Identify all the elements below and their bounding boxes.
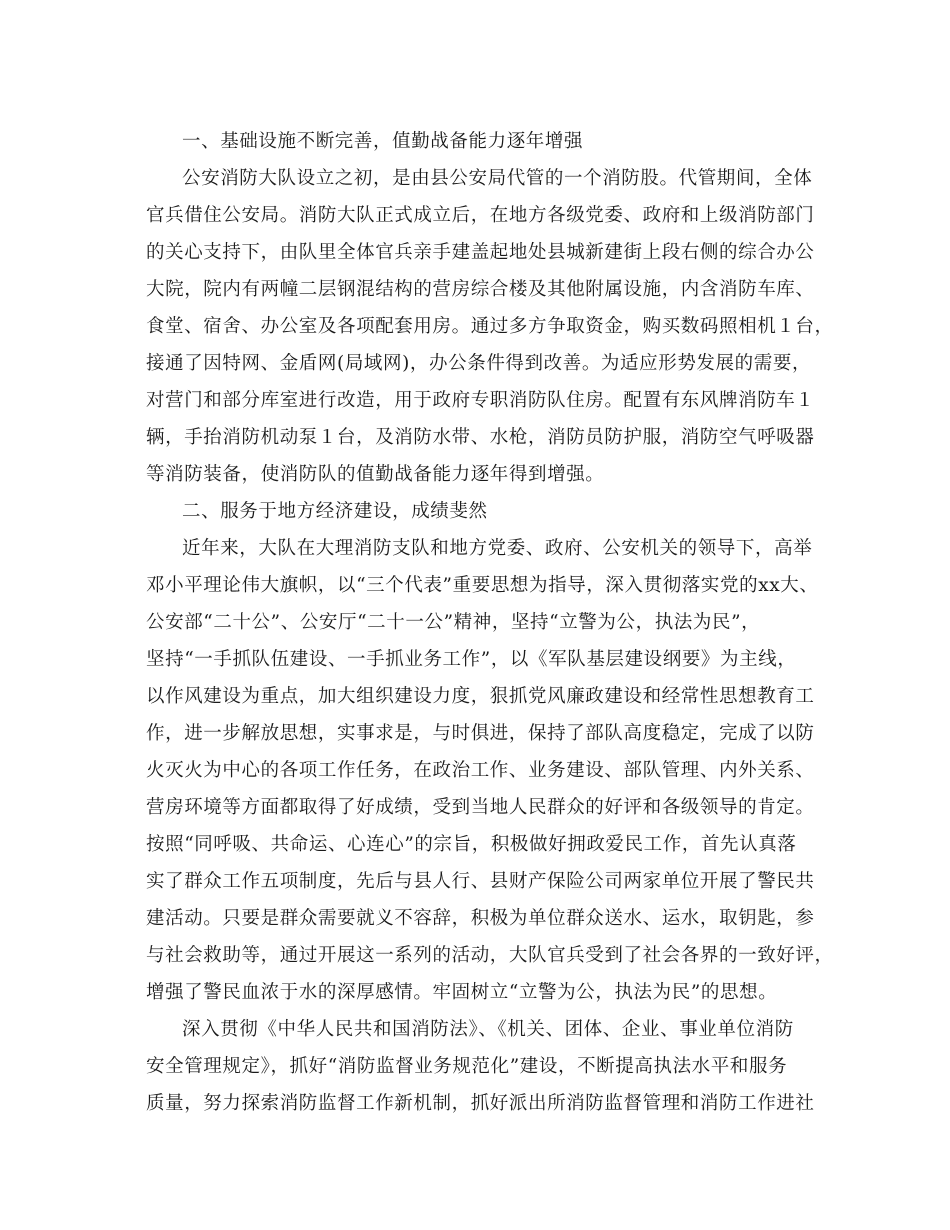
paragraph-line: 近年来，大队在大理消防支队和地方党委、政府、公安机关的领导下，高举 [182,538,813,559]
section-heading-1: 一、基础设施不断完善，值勤战备能力逐年增强 [182,131,584,152]
paragraph-line: 坚持“一手抓队伍建设、一手抓业务工作”，以《军队基层建设纲要》为主线， [146,649,797,670]
paragraph-line: 食堂、宿舍、办公室及各项配套用房。通过多方争取资金，购买数码照相机１台， [146,316,834,337]
paragraph-line: 实了群众工作五项制度，先后与县人行、县财产保险公司两家单位开展了警民共 [146,871,815,892]
paragraph-line: 接通了因特网、金盾网(局域网)，办公条件得到改善。为适应形势发展的需要， [146,353,812,374]
paragraph-line: 火灭火为中心的各项工作任务，在政治工作、业务建设、部队管理、内外关系、 [146,760,815,781]
paragraph-line: 邓小平理论伟大旗帜，以“三个代表”重要思想为指导，深入贯彻落实党的xx大、 [146,575,819,596]
paragraph-line: 辆，手抬消防机动泵１台，及消防水带、水枪，消防员防护服，消防空气呼吸器 [146,427,815,448]
paragraph-line: 等消防装备，使消防队的值勤战备能力逐年得到增强。 [146,464,605,485]
paragraph-line: 建活动。只要是群众需要就义不容辞，积极为单位群众送水、运水，取钥匙，参 [146,908,815,929]
paragraph-line: 质量，努力探索消防监督工作新机制，抓好派出所消防监督管理和消防工作进社 [146,1093,815,1114]
paragraph-line: 大院，院内有两幢二层钢混结构的营房综合楼及其他附属设施，内含消防车库、 [146,279,815,300]
paragraph-line: 公安消防大队设立之初，是由县公安局代管的一个消防股。代管期间，全体 [182,168,813,189]
paragraph-line: 增强了警民血浓于水的深厚感情。牢固树立“立警为公，执法为民”的思想。 [146,982,778,1003]
paragraph-line: 深入贯彻《中华人民共和国消防法》、《机关、团体、企业、事业单位消防 [182,1019,794,1040]
paragraph-line: 安全管理规定》，抓好“消防监督业务规范化”建设，不断提高执法水平和服务 [146,1056,788,1077]
paragraph-line: 对营门和部分库室进行改造，用于政府专职消防队住房。配置有东风牌消防车１ [146,390,815,411]
paragraph-line: 营房环境等方面都取得了好成绩，受到当地人民群众的好评和各级领导的肯定。 [146,797,815,818]
paragraph-line: 官兵借住公安局。消防大队正式成立后，在地方各级党委、政府和上级消防部门 [146,205,815,226]
paragraph-line: 的关心支持下，由队里全体官兵亲手建盖起地处县城新建街上段右侧的综合办公 [146,242,815,263]
paragraph-line: 与社会救助等，通过开展这一系列的活动，大队官兵受到了社会各界的一致好评， [146,945,834,966]
paragraph-line: 按照“同呼吸、共命运、心连心”的宗旨，积极做好拥政爱民工作，首先认真落 [146,834,797,855]
paragraph-line: 以作风建设为重点，加大组织建设力度，狠抓党风廉政建设和经常性思想教育工 [146,686,815,707]
paragraph-line: 作，进一步解放思想，实事求是，与时俱进，保持了部队高度稳定，完成了以防 [146,723,815,744]
section-heading-2: 二、服务于地方经济建设，成绩斐然 [182,501,488,522]
paragraph-line: 公安部“二十公”、公安厅“二十一公”精神，坚持“立警为公，执法为民”， [146,612,761,633]
